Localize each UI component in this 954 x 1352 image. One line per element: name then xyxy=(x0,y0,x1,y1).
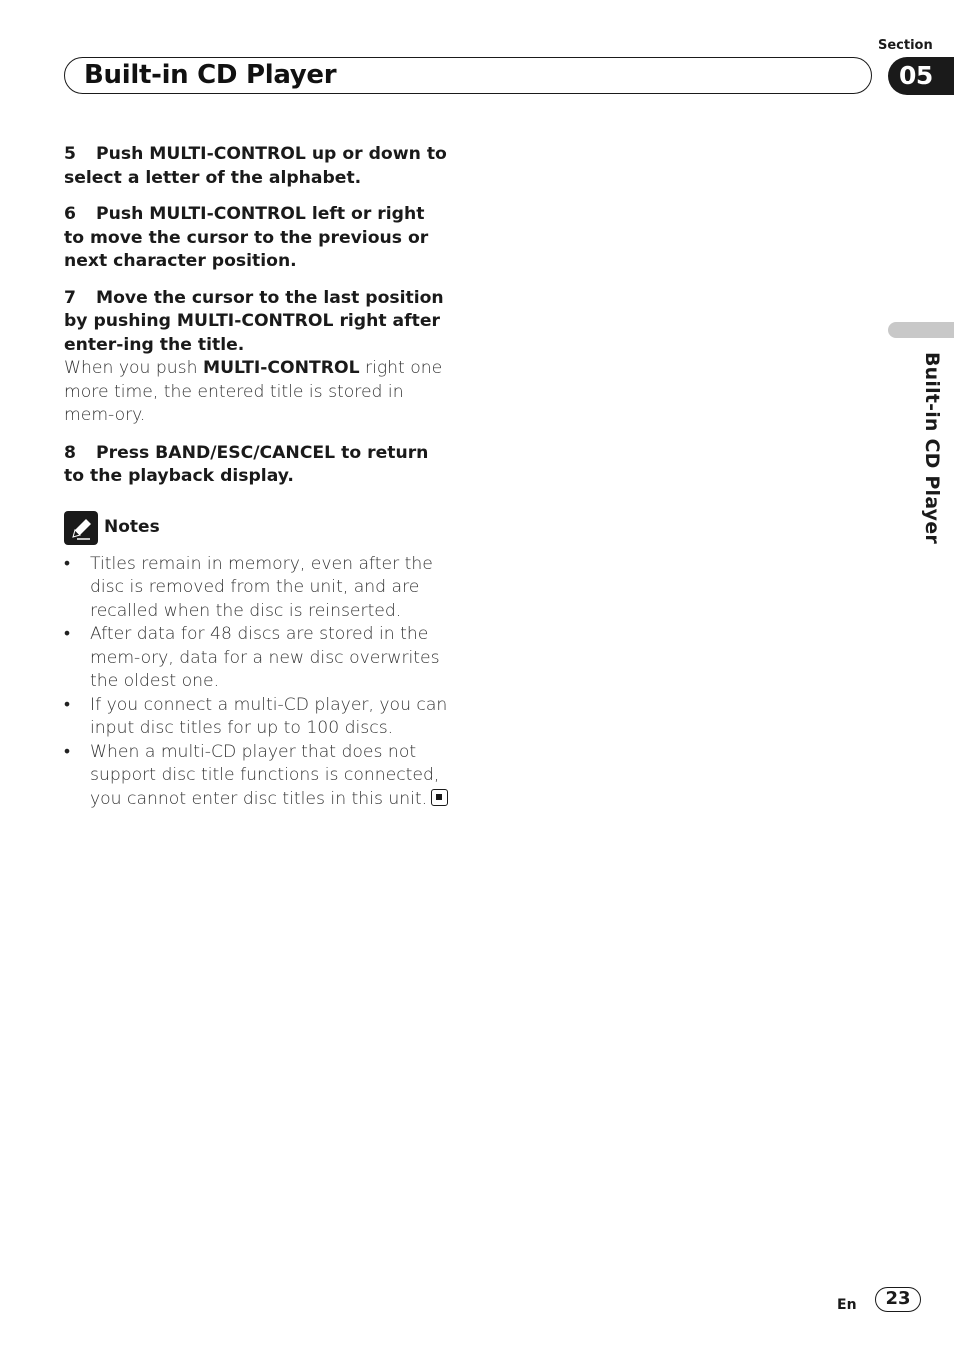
description-text: right one more time, the entered title is stored in mem-ory. xyxy=(64,358,443,425)
main-content xyxy=(64,143,450,811)
description-bold: MULTI-CONTROL xyxy=(202,358,360,378)
step-7-description xyxy=(64,357,450,428)
step-number: 5 xyxy=(64,144,76,164)
list-item xyxy=(64,623,450,694)
bullet: • xyxy=(64,553,71,574)
bullet: • xyxy=(64,624,71,644)
step-text: Push MULTI-CONTROL up or down to select a letter of the alphabet. xyxy=(64,144,447,188)
note-text: After data for 48 discs are stored in the mem-ory, data for a new disc overwrites the oldest one. xyxy=(90,624,440,691)
step-6 xyxy=(64,203,450,274)
page-title: Built-in CD Player xyxy=(84,60,337,90)
notes-heading xyxy=(64,511,450,545)
pencil-icon xyxy=(64,511,98,545)
step-text: Press BAND/ESC/CANCEL to return to the playback display. xyxy=(64,442,429,486)
page-number: 23 xyxy=(875,1287,921,1312)
section-badge xyxy=(888,57,954,95)
end-mark-icon xyxy=(431,789,448,806)
step-text: Push MULTI-CONTROL left or right to move the cursor to the previous or next character position. xyxy=(64,204,429,271)
side-tab-marker xyxy=(888,322,954,338)
step-5 xyxy=(64,143,450,190)
list-item xyxy=(64,741,450,812)
note-text: When a multi-CD player that does not support disc title functions is connected, you cannot enter disc titles in this unit. xyxy=(90,741,440,809)
list-item xyxy=(64,553,450,624)
bullet: • xyxy=(64,694,71,715)
section-number: 05 xyxy=(899,61,933,90)
step-8 xyxy=(64,442,450,489)
section-label: Section xyxy=(878,38,933,53)
language-code: En xyxy=(837,1297,857,1313)
note-text: If you connect a multi-CD player, you can input disc titles for up to 100 discs. xyxy=(90,694,448,738)
step-number: 7 xyxy=(64,287,76,308)
step-text: Move the cursor to the last position by pushing MULTI-CONTROL right after enter-ing the title. xyxy=(64,287,444,355)
notes-list xyxy=(64,553,450,812)
description-text: When you push xyxy=(64,358,203,378)
note-text: Titles remain in memory, even after the disc is removed from the unit, and are recalled when the disc is reinserted. xyxy=(90,553,433,621)
step-7 xyxy=(64,287,450,358)
bullet: • xyxy=(64,741,71,762)
notes-title: Notes xyxy=(104,516,160,537)
step-number: 6 xyxy=(64,204,76,224)
step-number: 8 xyxy=(64,442,76,463)
side-tab-label: Built-in CD Player xyxy=(921,352,943,544)
list-item xyxy=(64,694,450,741)
